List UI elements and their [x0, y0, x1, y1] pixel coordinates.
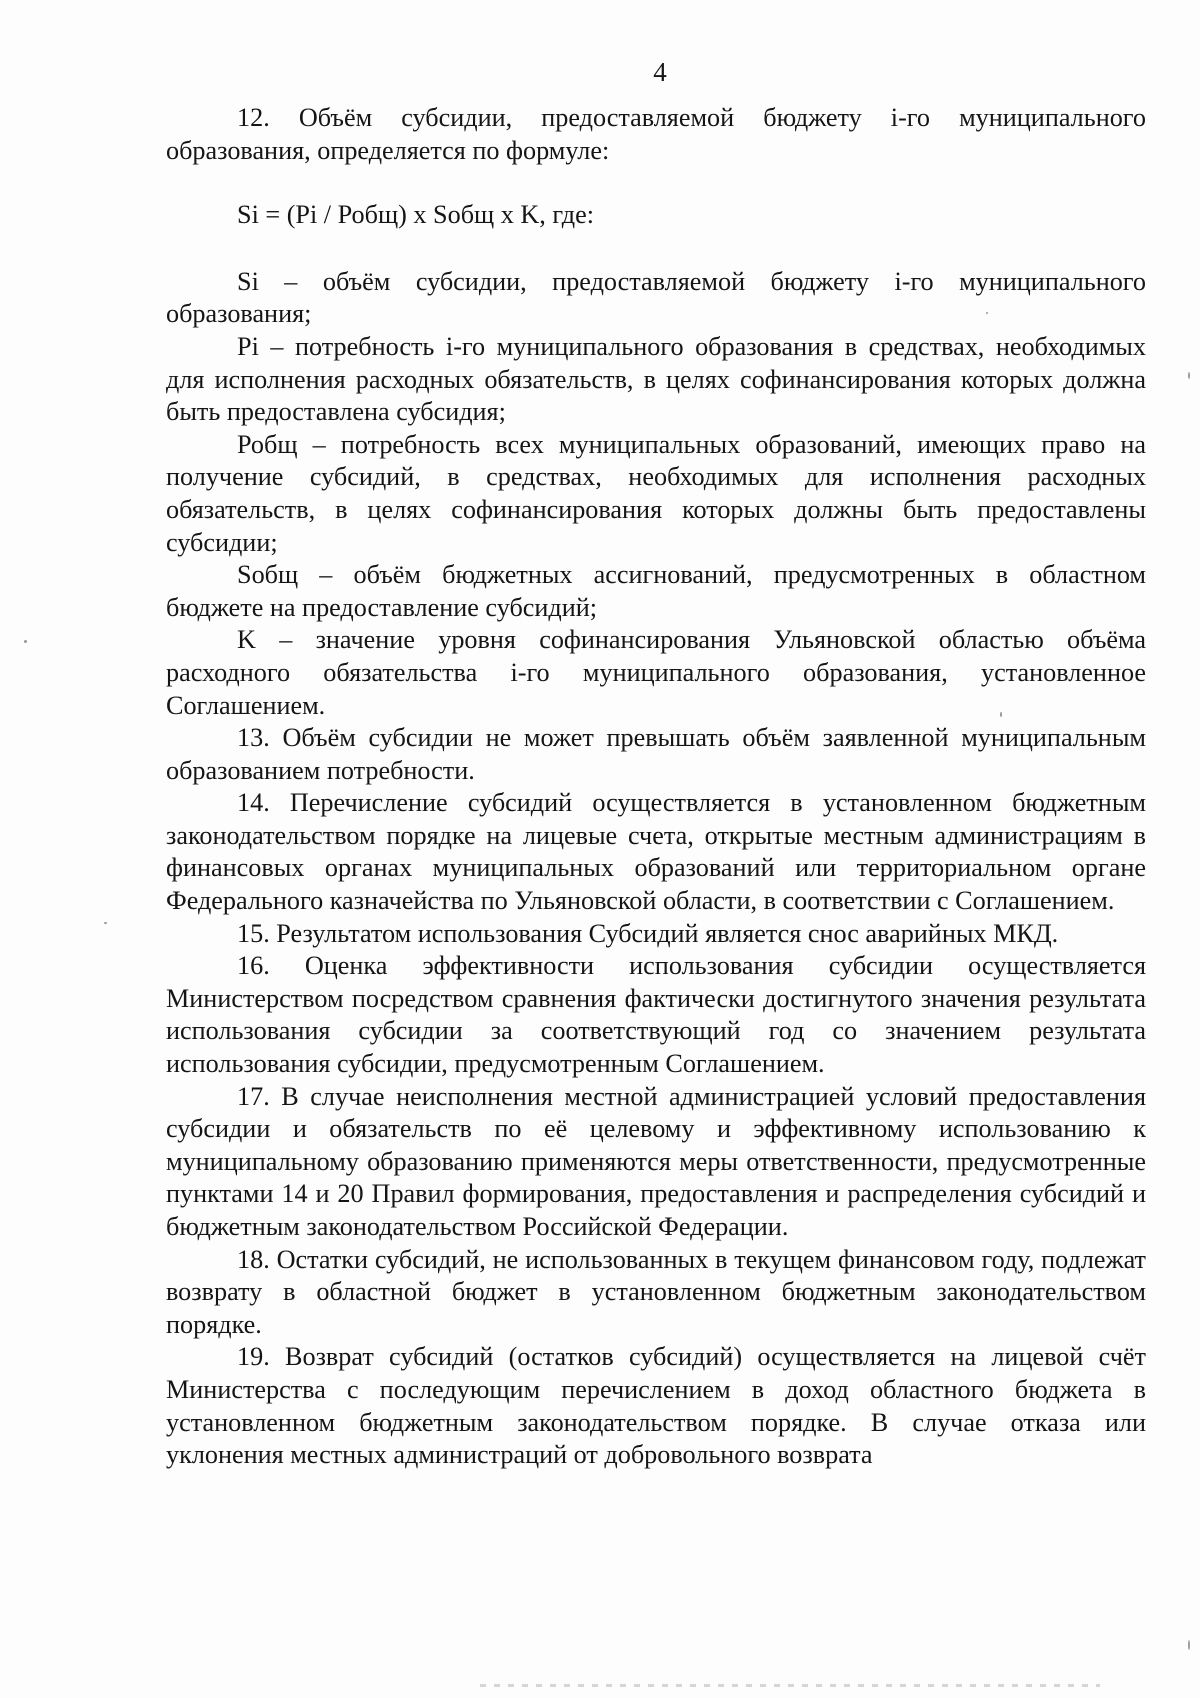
definition-si: Si – объём субсидии, предоставляемой бюджету i-го муниципального образования; [166, 266, 1146, 329]
paragraph-15: 15. Результатом использования Субсидий является снос аварийных МКД. [237, 918, 1059, 948]
paragraph-13: 13. Объём субсидии не может превышать объём заявленной муниципальным образованием потребности. [166, 723, 1146, 785]
definition-pi: Pi – потребность i-го муниципального образования в средствах, необходимых для исполнения расходных обязательств, в целях софинансирования которых должна быть предоставлена субсидия; [166, 331, 1146, 427]
paragraph-19: 19. Возврат субсидий (остатков субсидий) осуществляется на лицевой счёт Министерства с последующим перечислением в доход областного бюджета в установленном бюджетным законодательством порядке. В случае отказа или уклонения местных администраций от добровольного возврата [166, 1342, 1146, 1470]
scan-edge-noise [480, 1684, 1100, 1687]
paragraph-18: 18. Остатки субсидий, не использованных в текущем финансовом году, подлежат возврату в областной бюджет в установленном бюджетным законодательством порядке. [166, 1244, 1146, 1339]
document-body [166, 102, 1146, 1472]
scan-speck [24, 640, 27, 643]
subsidy-formula: Si = (Pi / Робщ) x Sобщ x K, где: [237, 200, 595, 230]
paragraph-12: 12. Объём субсидии, предоставляемой бюджету i-го муниципального образования, определяется по формуле: [166, 103, 1146, 165]
definition-pobsh: Робщ – потребность всех муниципальных образований, имеющих право на получение субсидий, в средствах, необходимых для исполнения расходных обязательств, в целях софинансирования которых должны быть предоставлены субсидии; [166, 429, 1146, 557]
definition-k: K – значение уровня софинансирования Ульяновской областью объёма расходного обязательства i-го муниципального образования, установленное Соглашением. [166, 625, 1146, 720]
scan-speck [104, 922, 107, 924]
paragraph-14: 14. Перечисление субсидий осуществляется в установленном бюджетным законодательством порядке на лицевые счета, открытые местным администрациям в финансовых органах муниципальных образований или территориальном органе Федерального казначейства по Ульяновской области, в соответствии с Соглашением. [166, 788, 1146, 916]
page-number: 4 [653, 57, 667, 87]
scan-speck [986, 312, 988, 314]
paragraph-17: 17. В случае неисполнения местной администрацией условий предоставления субсидии и обязательств по её целевому и эффективному использованию к муниципальному образованию применяются меры ответственности, предусмотренные пунктами 14 и 20 Правил формирования, предоставления и распределения субсидий и бюджетным законодательством Российской Федерации. [166, 1081, 1146, 1241]
scan-speck [1000, 712, 1002, 717]
scan-speck [1188, 372, 1190, 379]
paragraph-16: 16. Оценка эффективности использования субсидии осуществляется Министерством посредством сравнения фактически достигнутого значения результата использования субсидии за соответствующий год со значением результата использования субсидии, предусмотренным Соглашением. [166, 951, 1146, 1079]
scan-speck [1188, 1640, 1190, 1650]
definition-sobsh: Sобщ – объём бюджетных ассигнований, предусмотренных в областном бюджете на предоставление субсидий; [166, 560, 1146, 622]
